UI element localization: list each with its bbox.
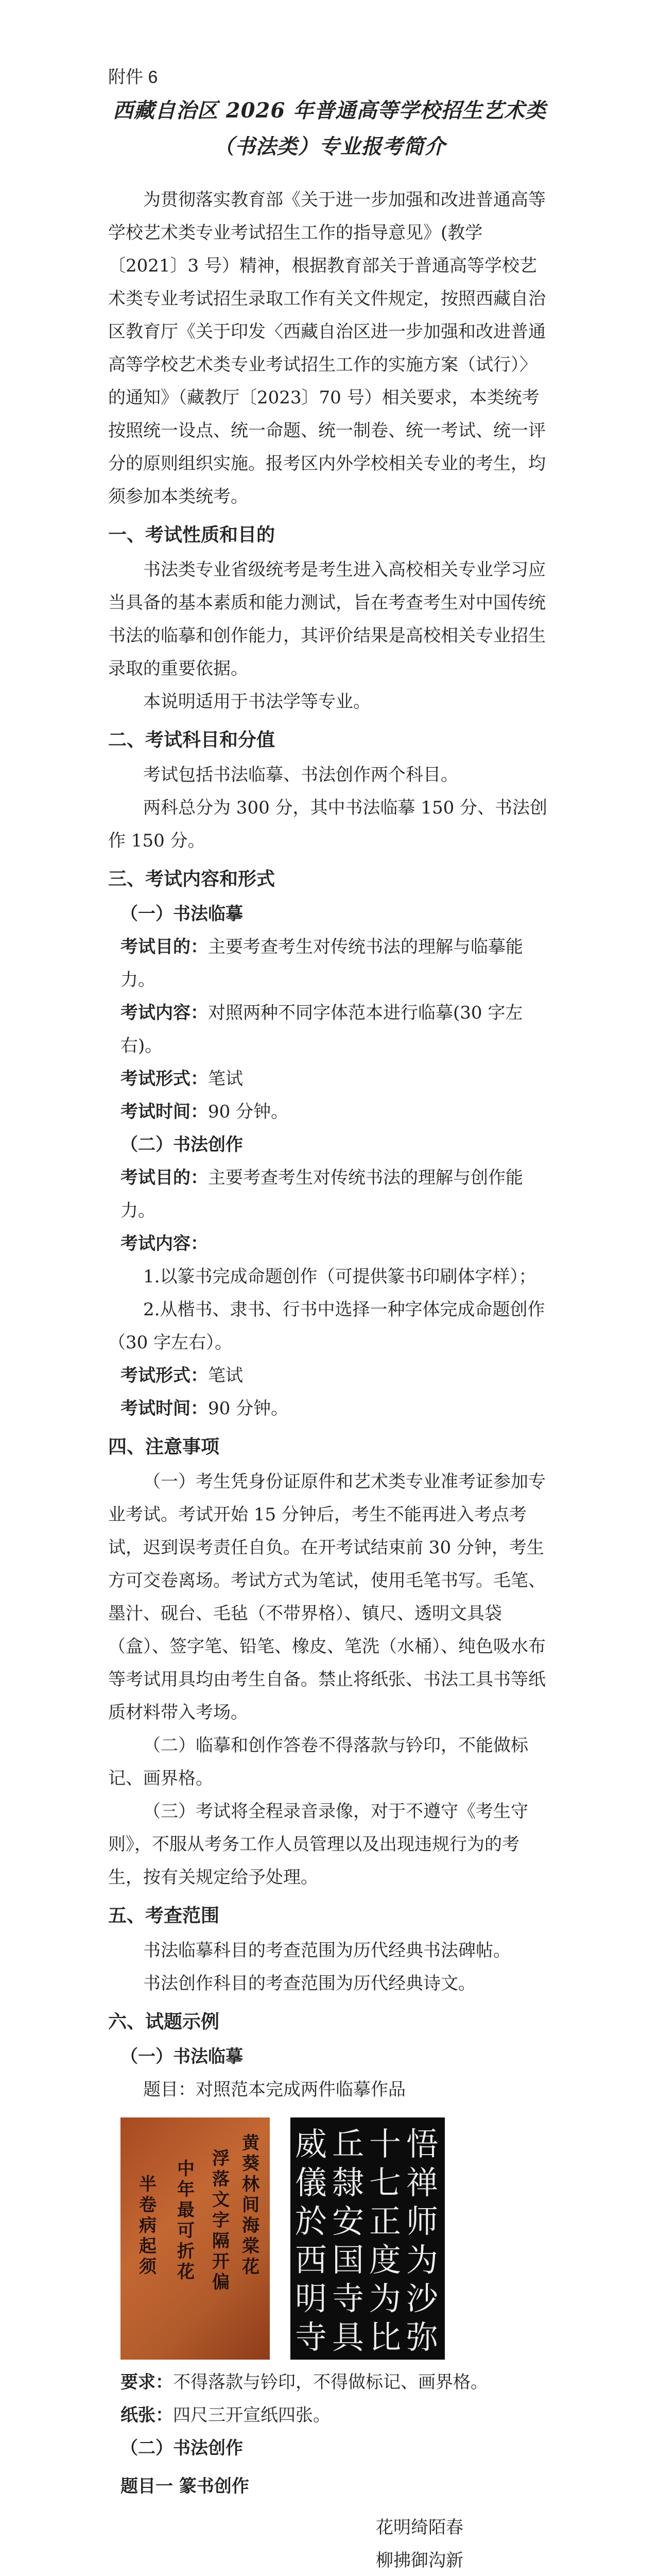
sub2-form — [108, 1359, 551, 1392]
red-sample-col-4: 半卷病起须 — [139, 2174, 157, 2277]
sub2-purpose-label: 考试目的： — [120, 1167, 208, 1188]
section-3-title: 三、考试内容和形式 — [108, 868, 275, 889]
section-2-paragraph-2: 两科总分为 300 分，其中书法临摹 150 分、书法创作 150 分。 — [108, 798, 548, 851]
section-5-paragraph-2: 书法创作科目的考查范围为历代经典诗文。 — [143, 1973, 476, 1994]
copy-paper — [108, 2399, 551, 2432]
sub1-purpose-text: 主要考查考生对传统书法的理解与临摹能力。 — [120, 937, 523, 990]
black-sample-col-4: 威儀於西明寺 — [294, 2125, 327, 2356]
sub2-form-text: 笔试 — [208, 1365, 243, 1386]
section-1-paragraph-1: 书法类专业省级统考是考生进入高校相关专业学习应当具备的基本素质和能力测试，旨在考查考生对中国传统书法的临摹和创作能力，其评价结果是高校相关专业招生录取的重要依据。 — [108, 560, 546, 679]
copy-requirement — [108, 2366, 551, 2399]
red-sample-col-1: 黄葵林间海棠花 — [242, 2133, 259, 2277]
section-2-title: 二、考试科目和分值 — [108, 729, 275, 750]
red-sample-col-2: 浮落文字隔开偏 — [212, 2148, 230, 2293]
copy-requirement-text: 不得落款与钤印，不得做标记、画界格。 — [173, 2372, 488, 2393]
copy-paper-text: 四尺三开宣纸四张。 — [173, 2405, 331, 2426]
poem-1-line-2: 柳拂御沟新 — [376, 2550, 463, 2571]
copy-samples — [120, 2117, 551, 2360]
section-1-title: 一、考试性质和目的 — [108, 524, 275, 545]
section-5-paragraph-1: 书法临摹科目的考查范围为历代经典书法碑帖。 — [143, 1940, 511, 1961]
creation-topic-1: 题目一 篆书创作 — [120, 2476, 249, 2497]
sub2-time — [108, 1392, 551, 1425]
sub1-time-text: 90 分钟。 — [208, 1101, 289, 1122]
sub2-purpose — [108, 1161, 551, 1227]
section-2-paragraph-1: 考试包括书法临摹、书法创作两个科目。 — [143, 765, 458, 785]
section-4-paragraph-1: （一）考生凭身份证原件和艺术类专业准考证参加专业考试。考试开始 15 分钟后，考生不能再进入考点考试，迟到误考责任自负。在开考试结束前 30 分钟，考生方可交卷离场。考试方式为笔试，使用毛笔书写。毛笔、墨汁、砚台、毛毡（不带界格）、镇尺、透明文具袋（盒）、签字笔、铅笔、橡皮、笔洗（水桶）、纯色吸水布等考试用具均由考生自备。禁止将纸张、书法工具书等纸质材料带入考场。 — [108, 1471, 546, 1723]
sub1-content-text: 对照两种不同字体范本进行临摹(30 字左右)。 — [120, 1003, 523, 1056]
sub1-purpose-label: 考试目的： — [120, 937, 208, 957]
section-6-title: 六、试题示例 — [108, 2011, 220, 2032]
black-sample-col-1: 悟禅师为沙弥 — [406, 2125, 438, 2356]
calligraphy-sample-regular-script — [290, 2117, 445, 2360]
sub1-purpose — [108, 930, 551, 996]
sub1-content-label: 考试内容： — [120, 1003, 208, 1023]
sub1-form-label: 考试形式： — [120, 1069, 208, 1089]
attachment-label: 附件 6 — [108, 67, 158, 87]
copy-paper-label: 纸张： — [120, 2405, 173, 2426]
section-4-paragraph-2: （二）临摹和创作答卷不得落款与钤印，不能做标记、画界格。 — [108, 1735, 528, 1789]
sub2-content-item-1: 1.以篆书完成命题创作（可提供篆书印刷体字样）； — [143, 1266, 536, 1287]
sub1-content — [108, 996, 551, 1062]
sub2-form-label: 考试形式： — [120, 1365, 208, 1386]
section-6-sub2-title: （二）书法创作 — [120, 2438, 243, 2459]
sub2-content-label: 考试内容： — [120, 1233, 208, 1254]
section-3-sub2-title: （二）书法创作 — [120, 1134, 243, 1155]
red-sample-col-3: 中年最可折花 — [177, 2159, 195, 2282]
poem-1-line-1: 花明绮陌春 — [376, 2517, 463, 2538]
sub2-purpose-text: 主要考查考生对传统书法的理解与创作能力。 — [120, 1167, 523, 1221]
section-4-paragraph-3: （三）考试将全程录音录像，对于不遵守《考生守则》，不服从考务工作人员管理以及出现违规行为的考生，按有关规定给予处理。 — [108, 1801, 528, 1888]
section-5-title: 五、考查范围 — [108, 1905, 220, 1926]
sub2-content — [108, 1227, 551, 1260]
black-sample-col-2: 十七正度为比 — [369, 2125, 401, 2356]
sub1-form-text: 笔试 — [208, 1069, 243, 1089]
copy-requirement-label: 要求： — [120, 2372, 173, 2393]
page-title-line1: 西藏自治区 2026 年普通高等学校招生艺术类 — [112, 98, 547, 123]
black-sample-col-3: 丘隸安国寺具 — [332, 2125, 364, 2356]
sub1-time — [108, 1095, 551, 1128]
sub2-time-text: 90 分钟。 — [208, 1398, 289, 1419]
poem-1 — [108, 2511, 551, 2576]
sub2-time-label: 考试时间： — [120, 1398, 208, 1419]
page-title-line2: （书法类）专业报考简介 — [213, 134, 446, 159]
sub1-time-label: 考试时间： — [120, 1101, 208, 1122]
section-3-sub1-title: （一）书法临摹 — [120, 904, 243, 924]
calligraphy-sample-running-script — [120, 2117, 270, 2360]
section-6-topic: 题目：对照范本完成两件临摹作品 — [143, 2079, 406, 2100]
section-4-title: 四、注意事项 — [108, 1436, 220, 1457]
section-1-paragraph-2: 本说明适用于书法学等专业。 — [143, 691, 371, 712]
sub1-form — [108, 1062, 551, 1095]
section-6-sub1-title: （一）书法临摹 — [120, 2046, 243, 2067]
sub2-content-item-2: 2.从楷书、隶书、行书中选择一种字体完成命题创作（30 字左右）。 — [108, 1299, 545, 1353]
intro-paragraph: 为贯彻落实教育部《关于进一步加强和改进普通高等学校艺术类专业考试招生工作的指导意见》(教学〔2021〕3 号）精神，根据教育部关于普通高等学校艺术类专业考试招生录取工作有关文件规定，按照西藏自治区教育厅《关于印发〈西藏自治区进一步加强和改进普通高等学校艺术类专业考试招生工作的实施方案（试行）〉的通知》（藏教厅〔2023〕70 号）相关要求，本类统考按照统一设点、统一命题、统一制卷、统一考试、统一评分的原则组织实施。报考区内外学校相关专业的考生，均须参加本类统考。 — [108, 190, 546, 507]
